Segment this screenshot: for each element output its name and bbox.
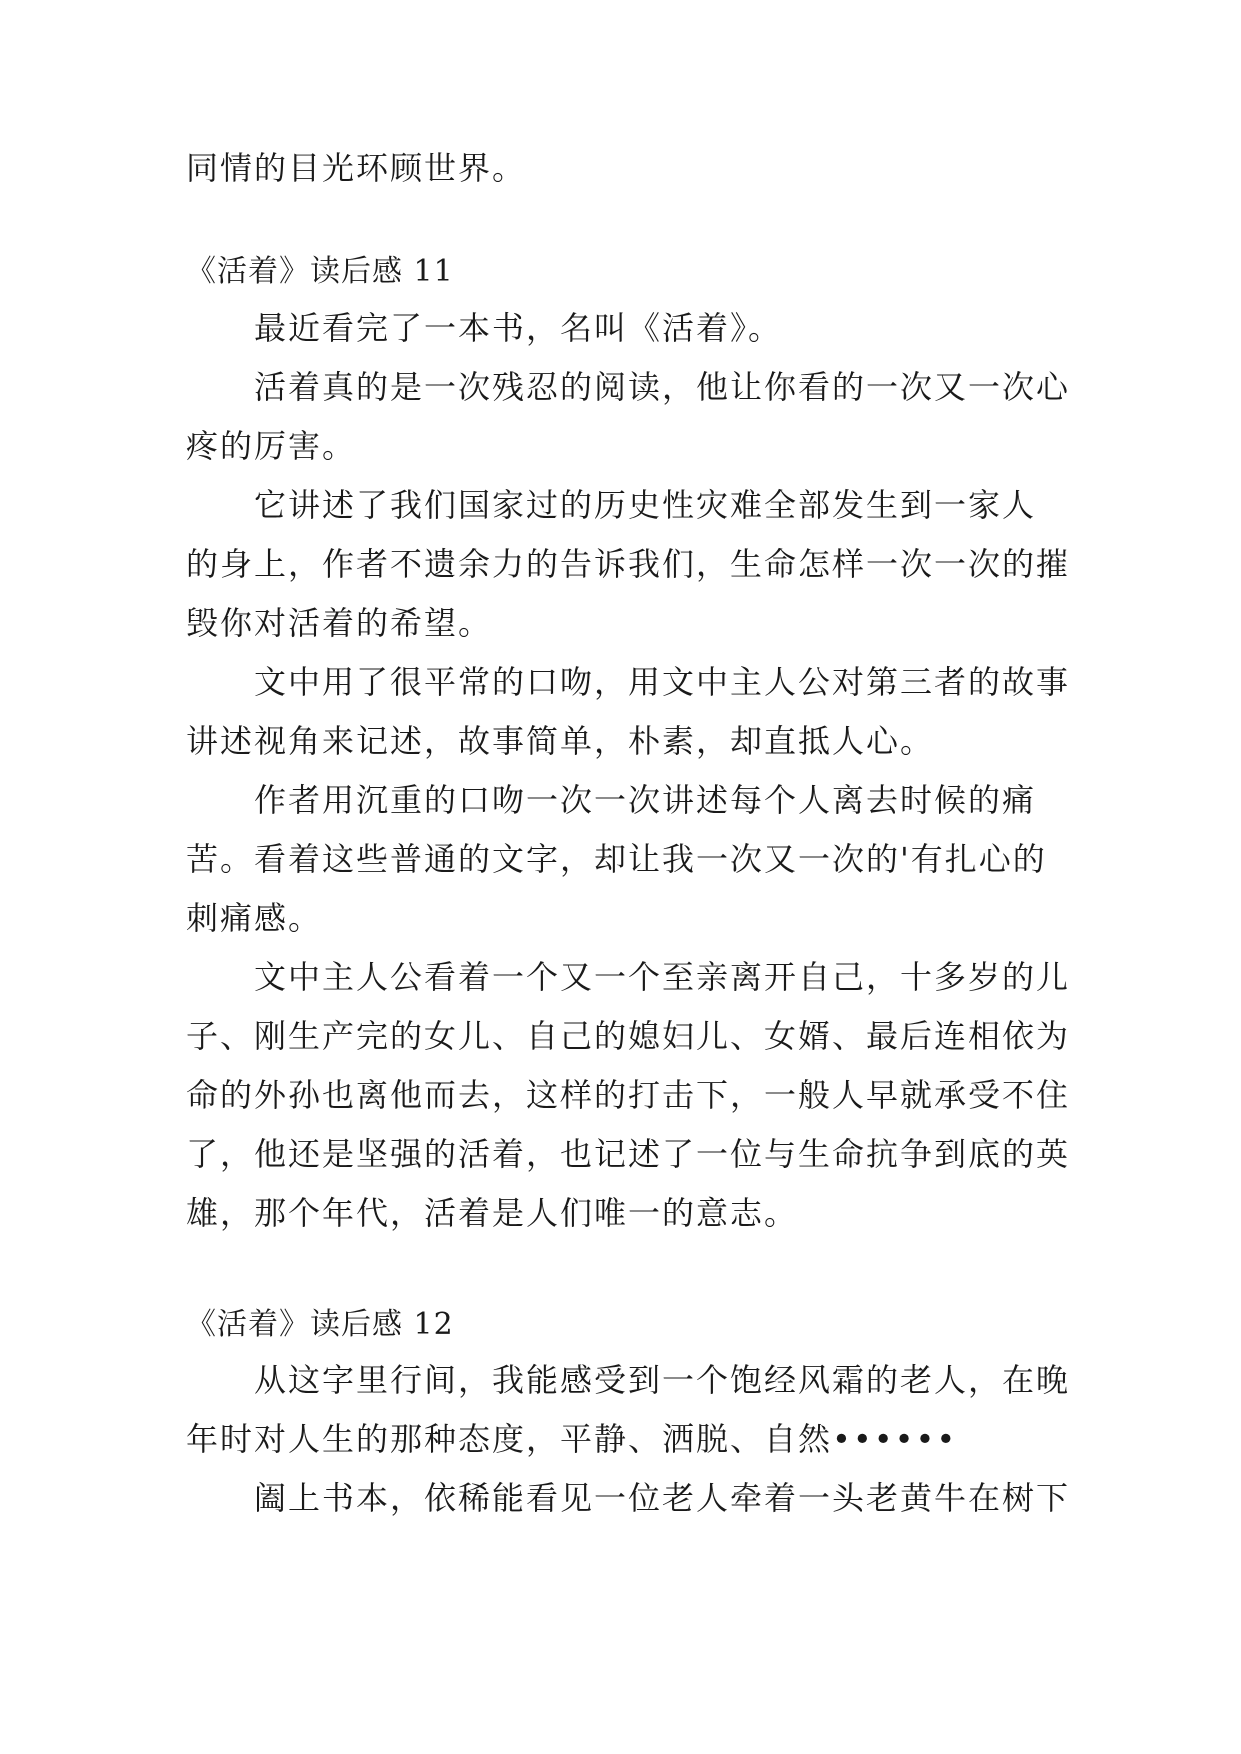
paragraph-line: 刺痛感。 bbox=[186, 899, 323, 937]
section-heading: 《活着》读后感 11 bbox=[186, 254, 454, 289]
paragraph-line: 文中用了很平常的口吻，用文中主人公对第三者的故事 bbox=[254, 663, 1071, 701]
paragraph-line: 活着真的是一次残忍的阅读，他让你看的一次又一次心 bbox=[254, 368, 1071, 406]
paragraph-line: 的身上，作者不遗余力的告诉我们，生命怎样一次一次的摧 bbox=[186, 545, 1071, 583]
paragraph-line: 年时对人生的那种态度，平静、洒脱、自然•••••• bbox=[186, 1420, 958, 1458]
paragraph-line: 疼的厉害。 bbox=[186, 427, 357, 465]
paragraph-line: 从这字里行间，我能感受到一个饱经风霜的老人，在晚 bbox=[254, 1361, 1071, 1399]
paragraph-line: 最近看完了一本书，名叫《活着》。 bbox=[254, 309, 783, 347]
paragraph-line: 同情的目光环顾世界。 bbox=[186, 149, 527, 187]
paragraph-line: 苦。看着这些普通的文字，却让我一次又一次的'有扎心的 bbox=[186, 840, 1047, 878]
paragraph-line: 子、刚生产完的女儿、自己的媳妇儿、女婿、最后连相依为 bbox=[186, 1017, 1071, 1055]
section-heading: 《活着》读后感 12 bbox=[186, 1307, 454, 1342]
paragraph-line: 作者用沉重的口吻一次一次讲述每个人离去时候的痛 bbox=[254, 781, 1037, 819]
paragraph-line: 它讲述了我们国家过的历史性灾难全部发生到一家人 bbox=[254, 486, 1037, 524]
paragraph-line: 命的外孙也离他而去，这样的打击下，一般人早就承受不住 bbox=[186, 1076, 1071, 1114]
paragraph-line: 阖上书本，依稀能看见一位老人牵着一头老黄牛在树下 bbox=[254, 1479, 1071, 1517]
paragraph-line: 毁你对活着的希望。 bbox=[186, 604, 493, 642]
paragraph-line: 讲述视角来记述，故事简单，朴素，却直抵人心。 bbox=[186, 722, 935, 760]
paragraph-line: 雄，那个年代，活着是人们唯一的意志。 bbox=[186, 1194, 799, 1232]
paragraph-line: 了，他还是坚强的活着，也记述了一位与生命抗争到底的英 bbox=[186, 1135, 1071, 1173]
paragraph-line: 文中主人公看着一个又一个至亲离开自己，十多岁的儿 bbox=[254, 958, 1071, 996]
